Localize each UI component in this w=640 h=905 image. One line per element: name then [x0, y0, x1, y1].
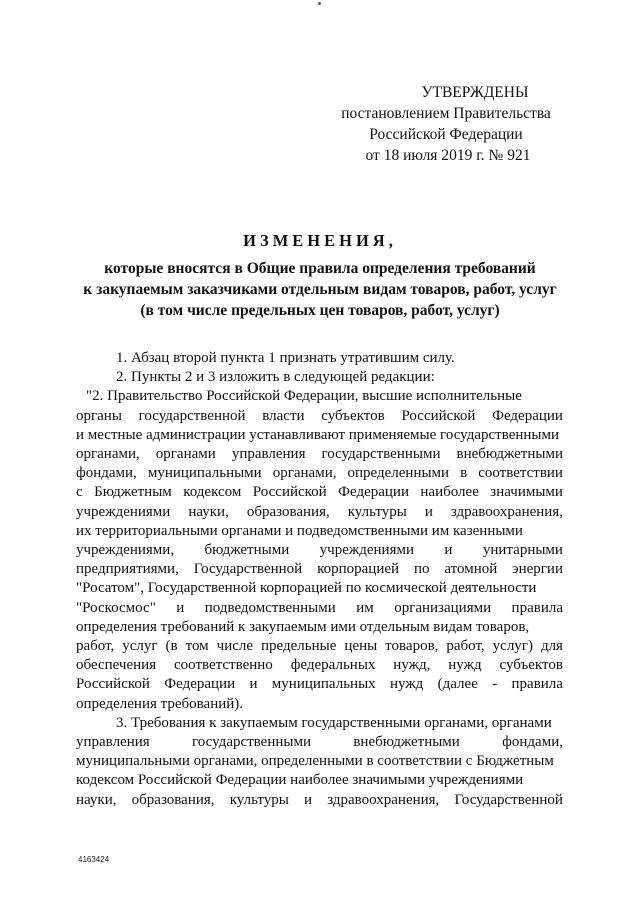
- body-word: и: [249, 676, 258, 693]
- body-word: Государственной: [454, 791, 563, 808]
- body-word: с: [76, 484, 83, 501]
- body-word: Российской: [401, 407, 476, 424]
- body-word: нужд,: [393, 657, 431, 674]
- body-word: работ,: [76, 638, 115, 655]
- body-line: [76, 714, 563, 733]
- body-word: образования,: [131, 791, 215, 808]
- body-word: кодексом Российской Федерации наиболее значимыми учреждениями: [76, 772, 524, 789]
- body-word: 3. Требования к закупаемым государственными органами, органами: [116, 714, 552, 731]
- body-word: "Росатом", Государственной корпорацией по космической деятельности: [76, 580, 537, 597]
- body-word: их территориальными органами и подведомственными им казенными: [76, 522, 523, 539]
- body-word: органы: [76, 407, 122, 424]
- body-word: Федерации: [492, 407, 563, 424]
- body-word: и: [424, 503, 433, 520]
- body-word: учреждениями: [319, 542, 414, 559]
- body-word: определенными: [347, 465, 450, 482]
- body-word: предельные: [261, 638, 337, 655]
- approval-line-decree: постановлением Правительства: [341, 105, 551, 122]
- heading-title: ИЗМЕНЕНИЯ,: [243, 231, 397, 250]
- body-word: бюджетными: [204, 542, 290, 559]
- body-word: муниципальными органами, определенными в соответствии с Бюджетным: [76, 753, 554, 770]
- body-word: культуры: [347, 503, 407, 520]
- approval-line-government: Российской Федерации: [369, 126, 523, 143]
- body-word: (далее: [437, 676, 478, 693]
- body-word: соответственно: [173, 657, 273, 674]
- approval-block: [330, 82, 562, 166]
- body-word: органами,: [76, 446, 140, 463]
- body-line: [76, 791, 563, 810]
- body-word: культуры: [229, 791, 289, 808]
- body-word: значимыми: [490, 484, 563, 501]
- body-line: [76, 637, 563, 656]
- heading-subtitle-line: которые вносятся в Общие правила определения требований: [104, 260, 536, 277]
- approval-line-date: от 18 июля 2019 г. № 921: [365, 147, 531, 164]
- body-line: [76, 656, 563, 675]
- body-word: власти: [262, 407, 305, 424]
- body-line: [76, 522, 563, 541]
- body-word: атомной: [444, 561, 498, 578]
- body-word: "2. Правительство Российской Федерации, высшие исполнительные: [86, 388, 522, 405]
- body-word: и местные администрации устанавливают применяемые государственными: [76, 426, 560, 443]
- document-heading: [70, 230, 570, 321]
- body-line: [76, 560, 563, 579]
- body-word: и: [176, 599, 185, 616]
- body-word: унитарными: [482, 542, 563, 559]
- body-line: [76, 445, 563, 464]
- body-word: Российской: [252, 484, 327, 501]
- body-word: Федерации: [338, 484, 409, 501]
- body-line: [76, 483, 563, 502]
- body-word: субъектов: [499, 657, 563, 674]
- body-line: [76, 675, 563, 694]
- approval-title: УТВЕРЖДЕНЫ: [421, 84, 529, 101]
- scan-mark: [318, 2, 321, 5]
- body-word: и: [444, 542, 453, 559]
- body-line: [76, 349, 563, 368]
- body-word: кодексом: [183, 484, 242, 501]
- body-word: услуг: [122, 638, 158, 655]
- body-word: цены: [344, 638, 378, 655]
- body-word: образования,: [246, 503, 330, 520]
- body-word: здравоохранения,: [327, 791, 440, 808]
- body-word: товаров,: [385, 638, 439, 655]
- body-line: [76, 541, 563, 560]
- body-word: правила: [511, 676, 563, 693]
- body-word: Бюджетным: [94, 484, 172, 501]
- body-word: предприятиями,: [76, 561, 179, 578]
- body-word: для: [540, 638, 563, 655]
- body-word: фондами,: [502, 734, 563, 751]
- body-word: корпорацией: [317, 561, 400, 578]
- body-line: [76, 579, 563, 598]
- body-word: учреждениями,: [76, 542, 175, 559]
- body-word: управления: [76, 734, 150, 751]
- body-line: [76, 752, 563, 771]
- body-word: Федерации: [164, 676, 236, 693]
- document-code: 4163424: [78, 855, 110, 864]
- body-word: муниципальными: [147, 465, 262, 482]
- document-body: [76, 349, 563, 810]
- body-word: работ,: [446, 638, 485, 655]
- body-word: соответствии: [478, 465, 563, 482]
- body-line: [76, 599, 563, 618]
- body-word: энергии: [512, 561, 563, 578]
- heading-subtitle-line: к закупаемым заказчиками отдельным видам товаров, работ, услуг: [83, 281, 557, 298]
- body-word: и: [304, 791, 313, 808]
- body-line: [76, 368, 563, 387]
- body-line: [76, 503, 563, 522]
- body-word: органами,: [272, 465, 337, 482]
- body-word: Российской: [76, 676, 150, 693]
- body-line: [76, 733, 563, 752]
- body-word: (в: [165, 638, 178, 655]
- body-word: -: [492, 676, 498, 693]
- body-word: Государственной: [193, 561, 303, 578]
- body-word: услуг): [492, 638, 533, 655]
- body-word: внебюджетными: [456, 446, 563, 463]
- body-word: внебюджетными: [353, 734, 460, 751]
- body-word: государственными: [321, 446, 441, 463]
- body-line: [76, 426, 563, 445]
- body-line: [76, 407, 563, 426]
- body-word: правила: [511, 599, 563, 616]
- body-word: подведомственными: [204, 599, 336, 616]
- body-word: 1. Абзац второй пункта 1 признать утратившим силу.: [116, 350, 455, 366]
- body-word: наиболее: [420, 484, 479, 501]
- body-word: им: [356, 599, 374, 616]
- body-word: том: [185, 638, 209, 655]
- body-word: муниципальных: [271, 676, 376, 693]
- body-line: [76, 387, 563, 406]
- body-word: определения требований к закупаемым ими отдельным видам товаров,: [76, 618, 530, 635]
- body-word: федеральных: [290, 657, 376, 674]
- body-word: фондами,: [76, 465, 137, 482]
- heading-subtitle-line: (в том числе предельных цен товаров, работ, услуг): [140, 302, 500, 319]
- body-word: науки,: [188, 503, 229, 520]
- body-word: организациями: [394, 599, 492, 616]
- body-word: субъектов: [321, 407, 385, 424]
- body-word: нужд: [448, 657, 482, 674]
- body-word: "Роскосмос": [76, 599, 156, 616]
- body-word: по: [413, 561, 430, 578]
- body-word: государственной: [138, 407, 246, 424]
- body-word: числе: [216, 638, 254, 655]
- body-word: здравоохранения,: [450, 503, 563, 520]
- body-word: учреждениями: [76, 503, 171, 520]
- body-line: [76, 464, 563, 483]
- body-word: в: [460, 465, 468, 482]
- body-word: нужд: [389, 676, 424, 693]
- body-line: [76, 771, 563, 790]
- body-word: науки,: [76, 791, 117, 808]
- body-word: управления: [231, 446, 306, 463]
- body-line: [76, 618, 563, 637]
- body-word: государственными: [192, 734, 311, 751]
- body-word: обеспечения: [76, 657, 157, 674]
- body-word: 2. Пункты 2 и 3 изложить в следующей редакции:: [116, 369, 435, 386]
- body-line: [76, 695, 563, 714]
- body-word: определения требований).: [76, 695, 244, 712]
- body-word: органами: [155, 446, 216, 463]
